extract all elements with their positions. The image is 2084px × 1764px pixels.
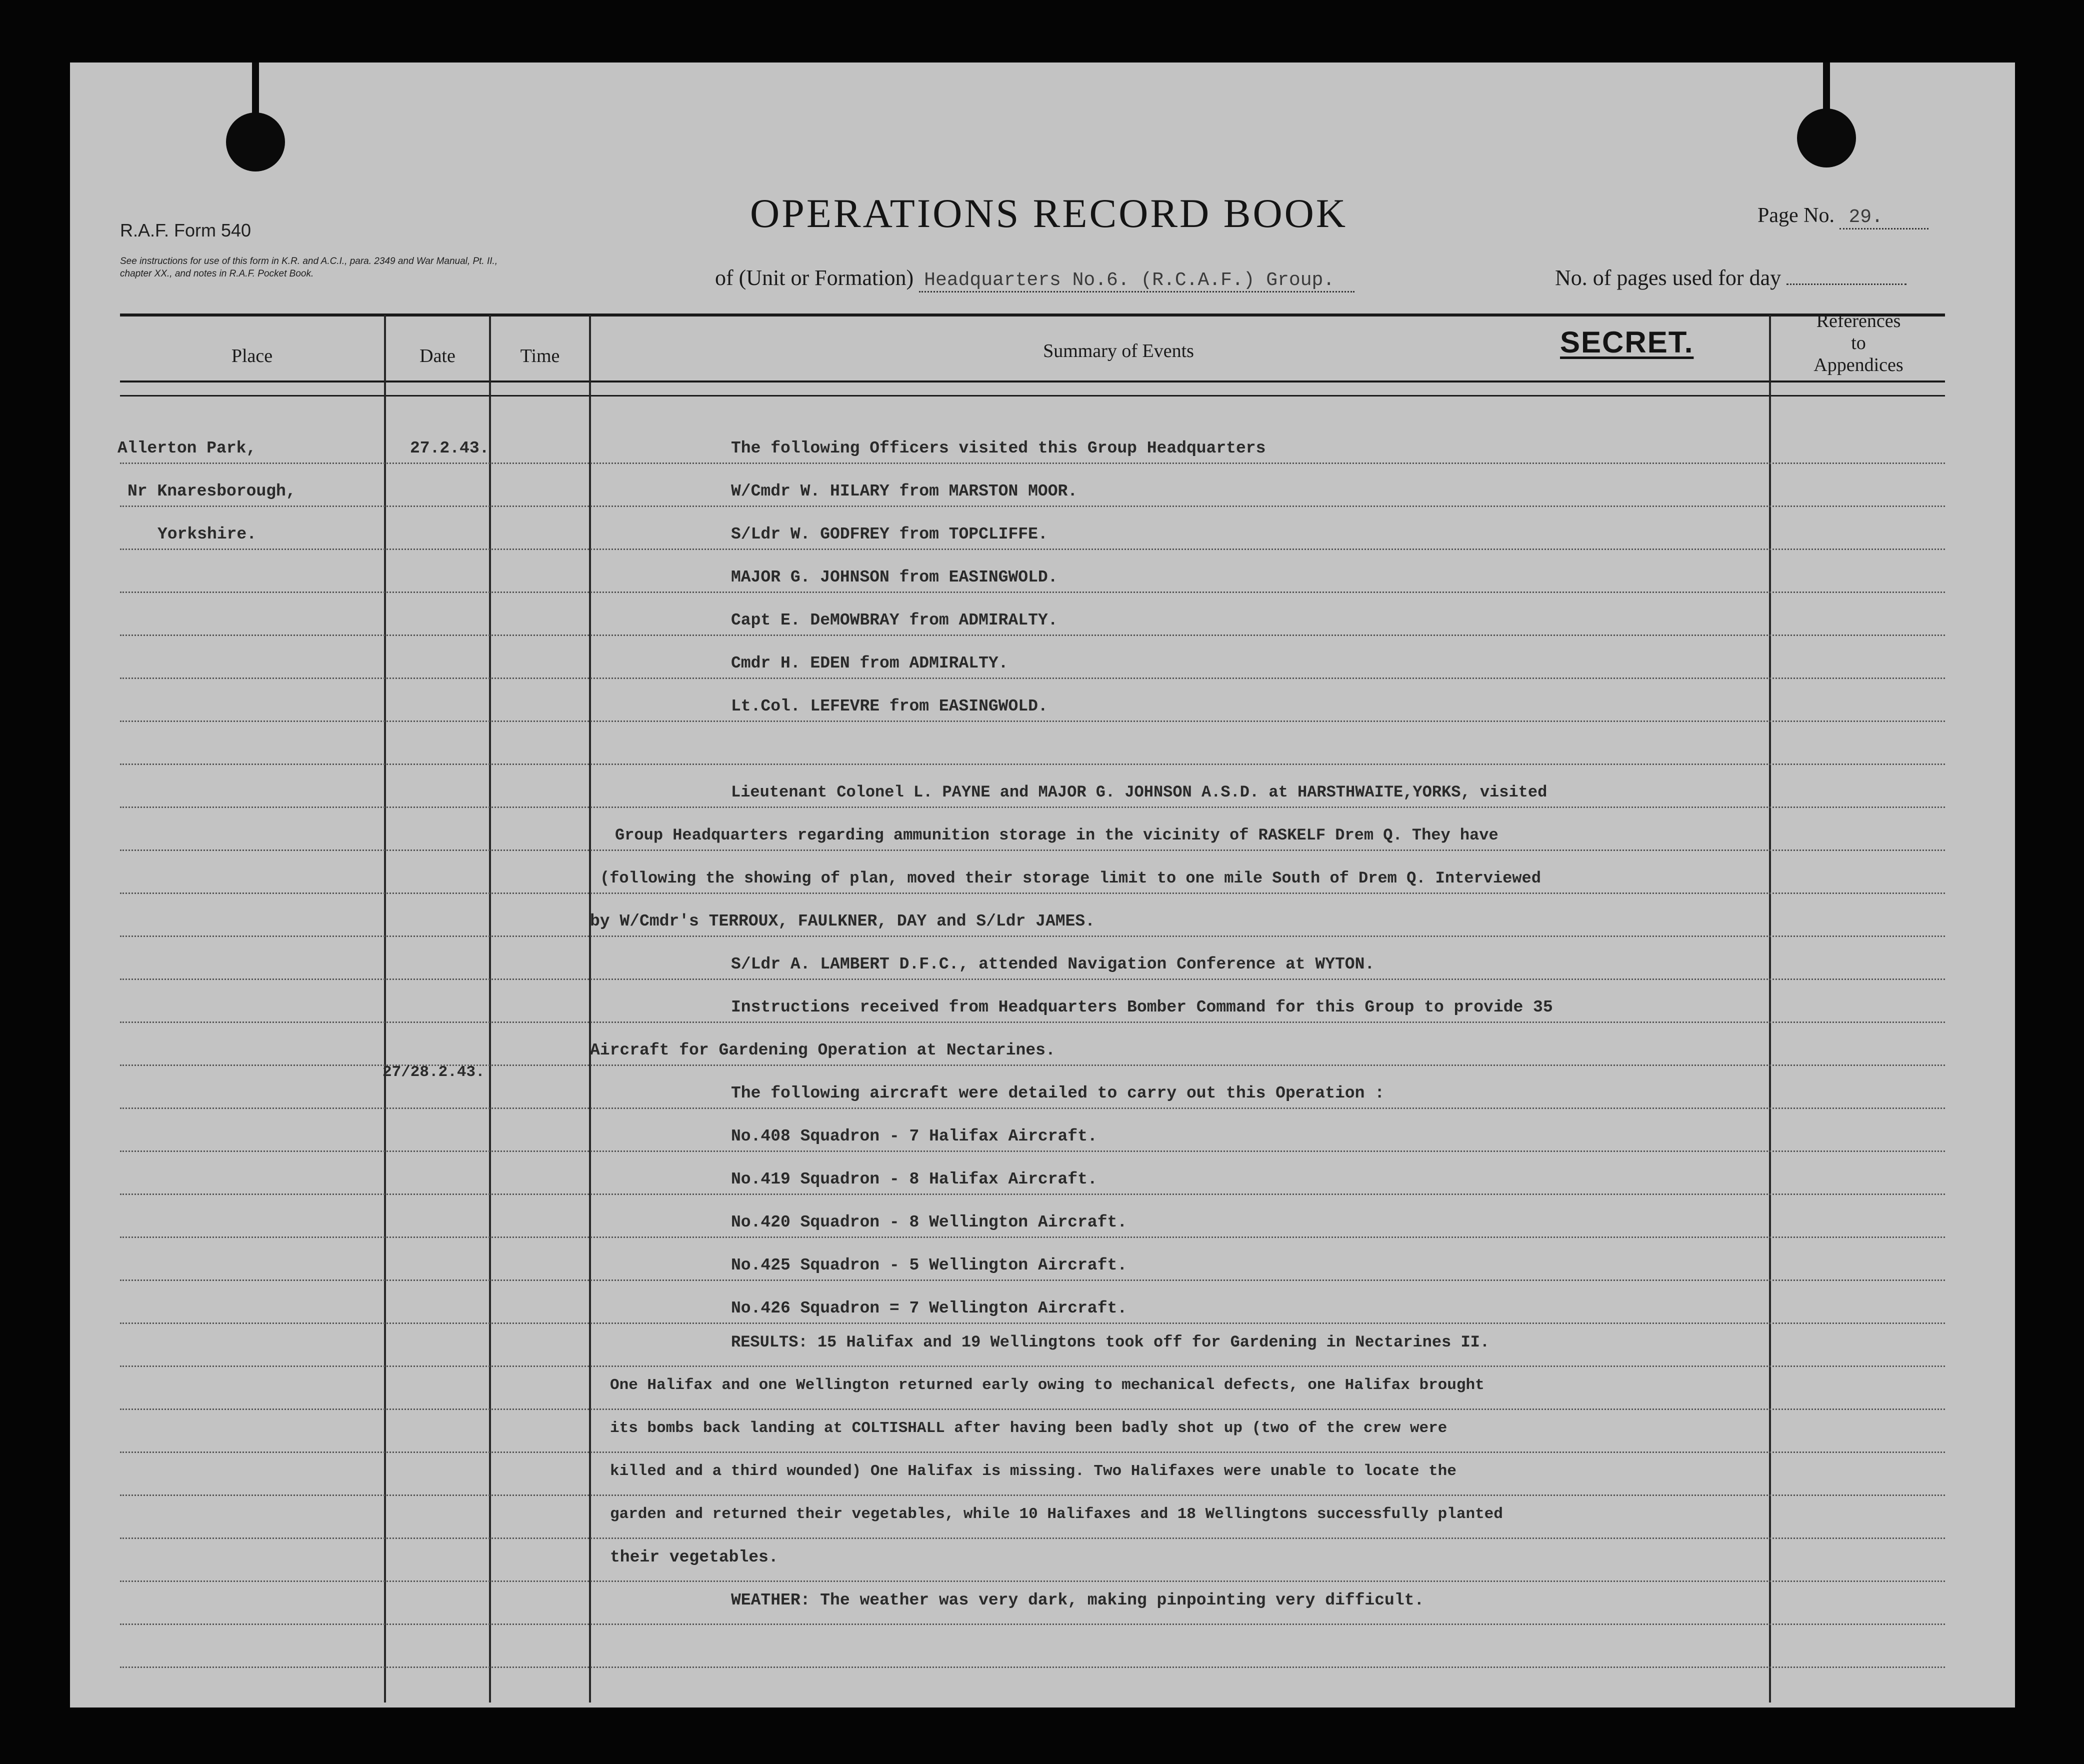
summary-line: Capt E. DeMOWBRAY from ADMIRALTY. xyxy=(731,611,1058,630)
summary-line: W/Cmdr W. HILARY from MARSTON MOOR. xyxy=(731,482,1078,500)
summary-line: garden and returned their vegetables, while 10 Halifaxes and 18 Wellingtons successfully planted xyxy=(610,1506,1503,1523)
summary-line: Instructions received from Headquarters Bomber Command for this Group to provide 35 xyxy=(731,998,1553,1016)
table-top-border xyxy=(120,314,1945,316)
form-number: R.A.F. Form 540 xyxy=(120,220,252,240)
record-sheet xyxy=(70,62,2015,1708)
summary-line: No.425 Squadron - 5 Wellington Aircraft. xyxy=(731,1256,1128,1274)
ruled-line xyxy=(120,806,1945,808)
ruled-line xyxy=(120,1150,1945,1152)
references-line-1: References xyxy=(1816,310,1901,332)
page-number-label: Page No. xyxy=(1758,204,1834,227)
ruled-line xyxy=(120,634,1945,636)
ruled-line xyxy=(120,1538,1945,1539)
ruled-line xyxy=(120,1494,1945,1496)
ruled-line xyxy=(120,592,1945,593)
page-number-value: 29. xyxy=(1840,206,1928,230)
header-sub-border xyxy=(120,395,1945,396)
summary-line: Cmdr H. EDEN from ADMIRALTY. xyxy=(731,654,1008,672)
summary-line: Lt.Col. LEFEVRE from EASINGWOLD. xyxy=(731,697,1048,716)
place-line: Nr Knaresborough, xyxy=(128,482,296,500)
ruled-line xyxy=(120,506,1945,507)
ruled-line xyxy=(120,1322,1945,1324)
summary-line: Aircraft for Gardening Operation at Nectarines. xyxy=(590,1041,1056,1060)
summary-line: WEATHER: The weather was very dark, making pinpointing very difficult. xyxy=(731,1591,1424,1610)
ruled-line xyxy=(120,764,1945,765)
summary-line: MAJOR G. JOHNSON from EASINGWOLD. xyxy=(731,568,1058,586)
col-header-time: Time xyxy=(520,346,560,366)
date-entry: 27.2.43. xyxy=(410,439,490,458)
col-header-place: Place xyxy=(231,346,273,366)
ruled-line xyxy=(120,892,1945,894)
summary-line: S/Ldr A. LAMBERT D.F.C., attended Navigation Conference at WYTON. xyxy=(731,955,1375,974)
references-line-3: Appendices xyxy=(1814,354,1904,376)
summary-line: No.408 Squadron - 7 Halifax Aircraft. xyxy=(731,1127,1098,1146)
ruled-line xyxy=(120,1624,1945,1625)
pages-used xyxy=(1555,265,1906,290)
ruled-line xyxy=(120,850,1945,851)
references-line-2: to xyxy=(1851,332,1866,354)
ruled-line xyxy=(120,1452,1945,1453)
ruled-line xyxy=(120,936,1945,937)
col-header-date: Date xyxy=(420,346,456,366)
ruled-line xyxy=(120,548,1945,550)
ruled-line xyxy=(120,678,1945,679)
unit-label: of (Unit or Formation) xyxy=(715,266,914,290)
summary-line: One Halifax and one Wellington returned early owing to mechanical defects, one Halifax brought xyxy=(610,1376,1484,1394)
ruled-line xyxy=(120,1408,1945,1410)
ruled-line xyxy=(120,1022,1945,1023)
unit-value: Headquarters No.6. (R.C.A.F.) Group. xyxy=(919,270,1354,292)
header-bottom-border xyxy=(120,380,1945,382)
summary-line: No.420 Squadron - 8 Wellington Aircraft. xyxy=(731,1213,1128,1232)
pages-used-label: No. of pages used for day xyxy=(1555,266,1782,290)
summary-line: The following aircraft were detailed to carry out this Operation : xyxy=(731,1084,1385,1102)
summary-line: No.426 Squadron = 7 Wellington Aircraft. xyxy=(731,1299,1128,1318)
ruled-line xyxy=(120,1194,1945,1195)
ruled-line xyxy=(120,462,1945,464)
unit-line xyxy=(715,265,1354,291)
summary-line: (following the showing of plan, moved their storage limit to one mile South of Drem Q. Interviewed xyxy=(600,869,1541,888)
summary-line: killed and a third wounded) One Halifax is missing. Two Halifaxes were unable to locate the xyxy=(610,1462,1456,1480)
page-title: OPERATIONS RECORD BOOK xyxy=(750,190,1348,236)
secret-stamp: SECRET. xyxy=(1560,326,1694,359)
ruled-line xyxy=(120,1108,1945,1109)
date-entry: 27/28.2.43. xyxy=(382,1064,485,1081)
page-number xyxy=(1758,204,1928,230)
summary-line: Group Headquarters regarding ammunition storage in the vicinity of RASKELF Drem Q. They have xyxy=(615,826,1498,844)
summary-line: by W/Cmdr's TERROUX, FAULKNER, DAY and S/Ldr JAMES. xyxy=(590,912,1095,930)
summary-line: RESULTS: 15 Halifax and 19 Wellingtons took off for Gardening in Nectarines II. xyxy=(731,1333,1490,1352)
ruled-line xyxy=(120,978,1945,980)
place-line: Yorkshire. xyxy=(158,525,257,544)
col-header-references xyxy=(1771,310,1946,376)
place-line: Allerton Park, xyxy=(118,439,256,458)
summary-line: S/Ldr W. GODFREY from TOPCLIFFE. xyxy=(731,525,1048,544)
ruled-line xyxy=(120,1280,1945,1281)
col-header-summary: Summary of Events xyxy=(1043,340,1194,362)
pages-used-fill xyxy=(1786,284,1906,285)
ruled-line xyxy=(120,720,1945,722)
ruled-line xyxy=(120,1580,1945,1582)
binder-hole-left xyxy=(226,112,285,172)
binder-hole-right xyxy=(1797,108,1856,168)
summary-line: their vegetables. xyxy=(610,1548,778,1566)
form-instructions: See instructions for use of this form in K.R. and A.C.I., para. 2349 and War Manual, Pt. II., chapter XX., and notes in R.A.F. Pocket Book. xyxy=(120,256,498,279)
ruled-line xyxy=(120,1666,1945,1668)
summary-line: its bombs back landing at COLTISHALL after having been badly shot up (two of the crew were xyxy=(610,1420,1448,1437)
ruled-line xyxy=(120,1236,1945,1238)
summary-line: The following Officers visited this Group Headquarters xyxy=(731,439,1266,458)
summary-line: Lieutenant Colonel L. PAYNE and MAJOR G. JOHNSON A.S.D. at HARSTHWAITE,YORKS, visited xyxy=(731,783,1548,802)
summary-line: No.419 Squadron - 8 Halifax Aircraft. xyxy=(731,1170,1098,1188)
ruled-line xyxy=(120,1366,1945,1367)
